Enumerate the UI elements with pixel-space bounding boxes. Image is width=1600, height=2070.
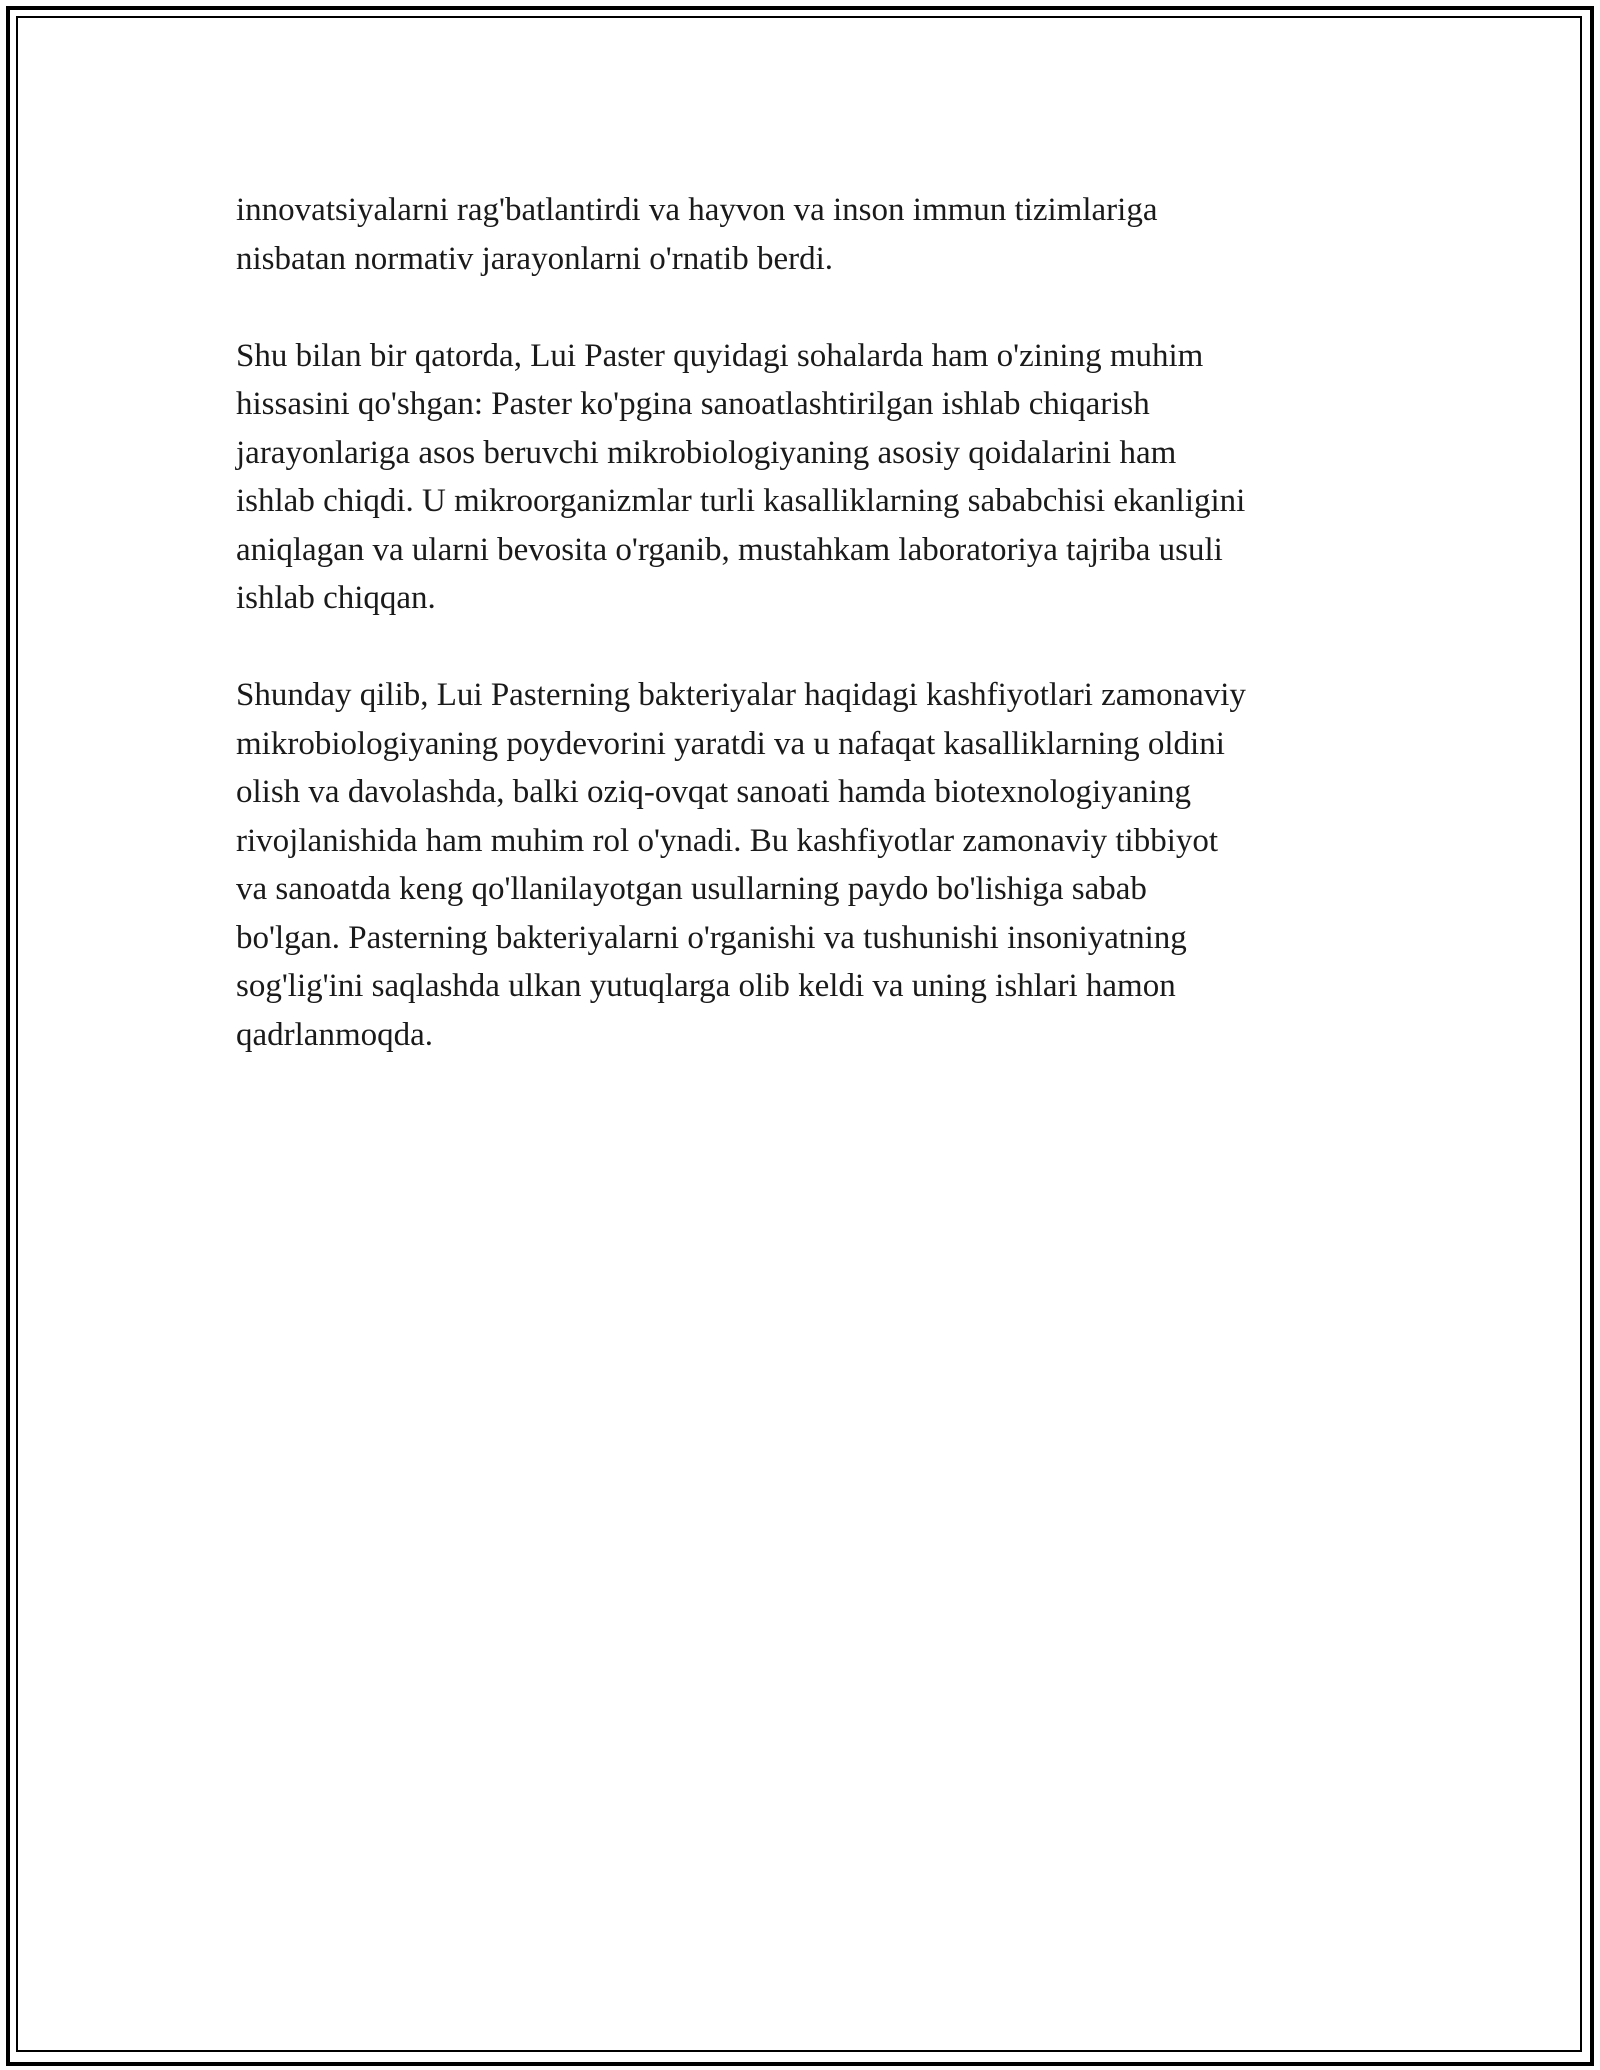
- paragraph-3: Shunday qilib, Lui Pasterning bakteriyalar haqidagi kashfiyotlari zamonaviy mikrobiologiyaning poydevorini yaratdi va u nafaqat kasalliklarning oldini olish va davolashda, balki oziq-ovqat sanoati hamda biotexnologiyaning rivojlanishida ham muhim rol o'ynadi. Bu kashfiyotlar zamonaviy tibbiyot va sanoatda keng qo'llanilayotgan usullarning paydo bo'lishiga sabab bo'lgan. Pasterning bakteriyalarni o'rganishi va tushunishi insoniyatning sog'lig'ini saqlashda ulkan yutuqlarga olib keldi va uning ishlari hamon qadrlanmoqda.: [236, 677, 1246, 1053]
- document-body: [236, 186, 1386, 1108]
- paragraph-2: Shu bilan bir qatorda, Lui Paster quyidagi sohalarda ham o'zining muhim hissasini qo'shgan: Paster ko'pgina sanoatlashtirilgan ishlab chiqarish jarayonlariga asos beruvchi mikrobiologiyaning asosiy qoidalarini ham ishlab chiqdi. U mikroorganizmlar turli kasalliklarning sababchisi ekanligini aniqlagan va ularni bevosita o'rganib, mustahkam laboratoriya tajriba usuli ishlab chiqqan.: [236, 337, 1246, 616]
- paragraph-1: innovatsiyalarni rag'batlantirdi va hayvon va inson immun tizimlariga nisbatan normativ jarayonlarni o'rnatib berdi.: [236, 192, 1158, 277]
